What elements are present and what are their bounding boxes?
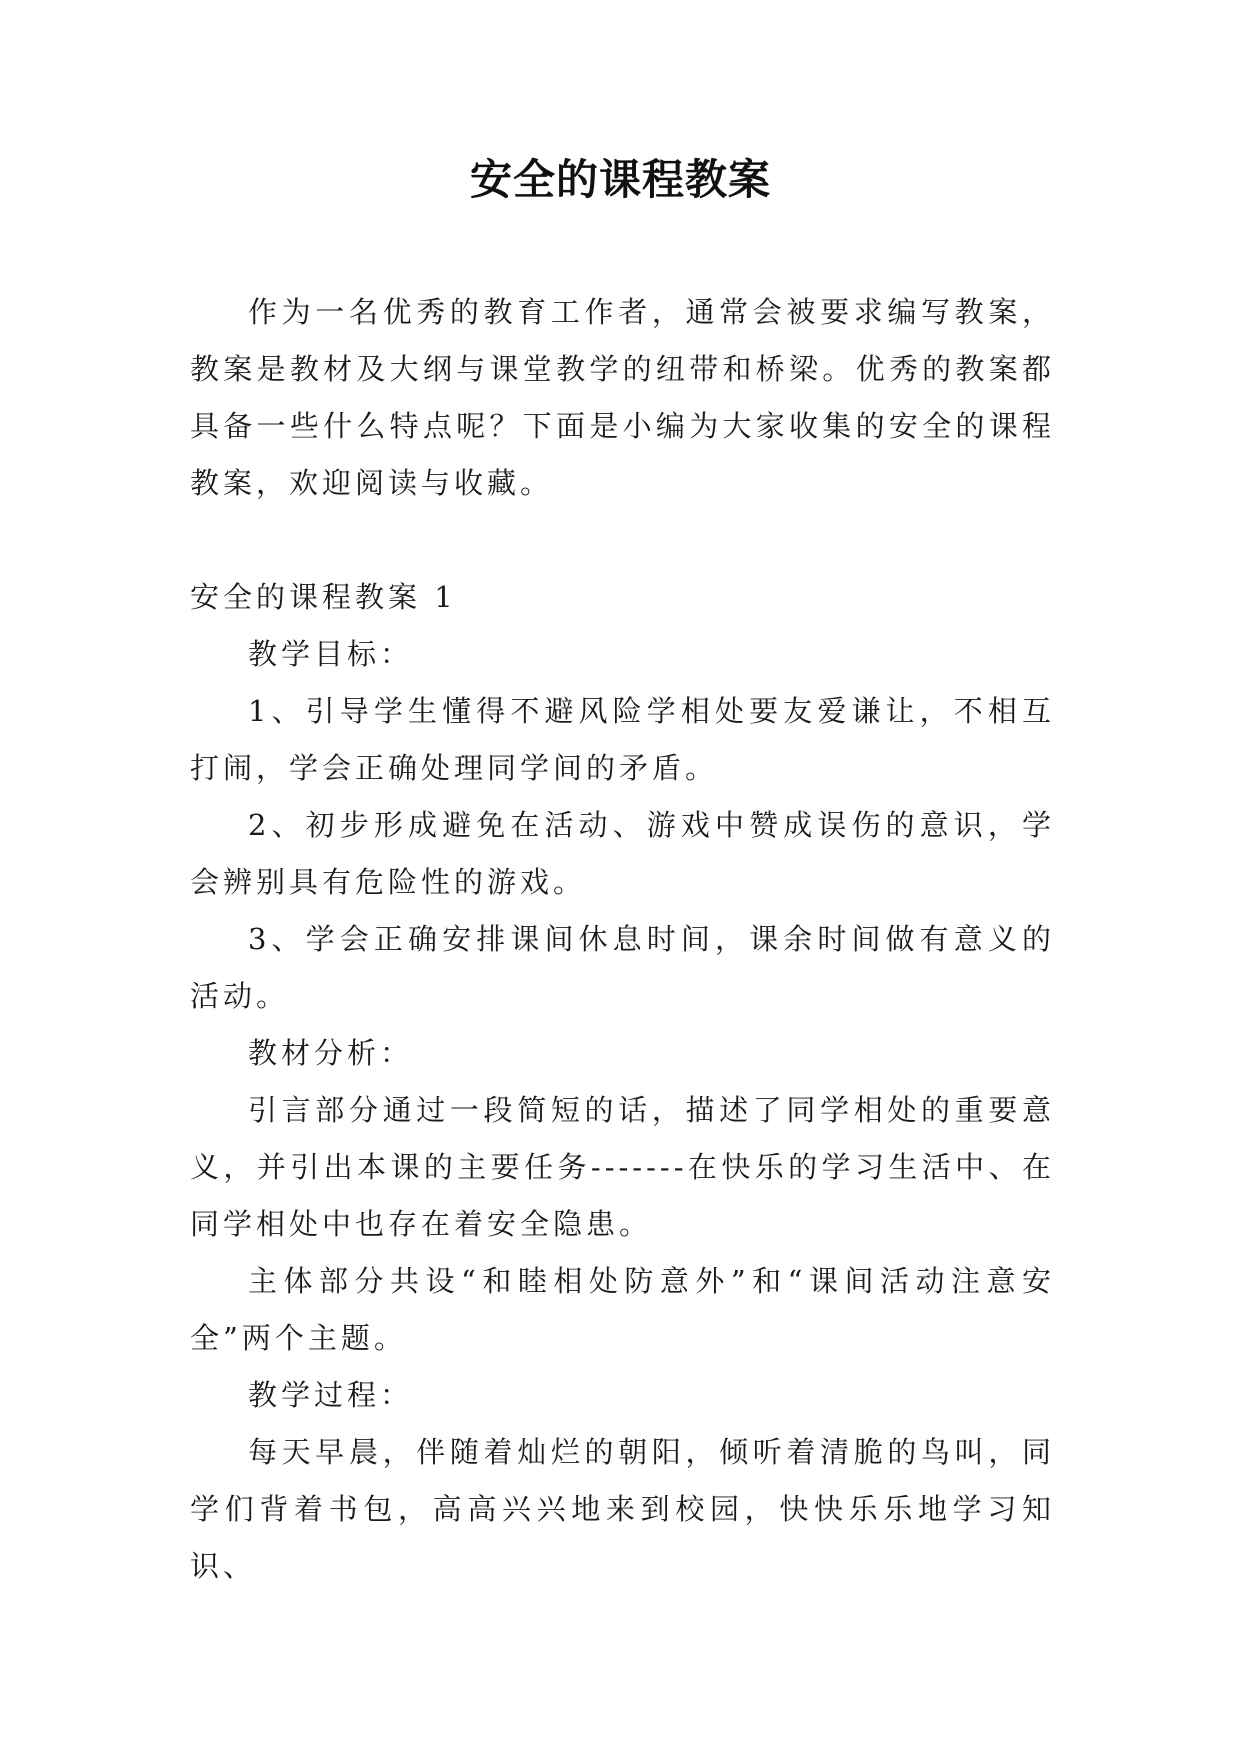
analysis-2-paragraph: 主体部分共设“和睦相处防意外”和“课间活动注意安全”两个主题。 — [190, 1264, 1055, 1355]
document-body — [190, 284, 1055, 1595]
process-1-paragraph: 每天早晨，伴随着灿烂的朝阳，倾听着清脆的鸟叫，同学们背着书包，高高兴兴地来到校园，快快乐乐地学习知识、 — [190, 1435, 1055, 1583]
intro-paragraph: 作为一名优秀的教育工作者，通常会被要求编写教案，教案是教材及大纲与课堂教学的纽带和桥梁。优秀的教案都具备一些什么特点呢？下面是小编为大家收集的安全的课程教案，欢迎阅读与收藏。 — [190, 295, 1055, 500]
objective-2-paragraph: 2、初步形成避免在活动、游戏中赞成误伤的意识，学会辨别具有危险性的游戏。 — [190, 808, 1055, 899]
document-title: 安全的课程教案 — [469, 155, 771, 204]
analysis-heading: 教材分析： — [248, 1036, 414, 1070]
process-heading: 教学过程： — [248, 1378, 414, 1412]
section-heading: 安全的课程教案 1 — [190, 580, 457, 614]
objectives-heading: 教学目标： — [248, 637, 414, 671]
objective-3-paragraph: 3、学会正确安排课间休息时间，课余时间做有意义的活动。 — [190, 922, 1055, 1013]
objective-1-paragraph: 1、引导学生懂得不避风险学相处要友爱谦让，不相互打闹，学会正确处理同学间的矛盾。 — [190, 694, 1055, 785]
analysis-1-paragraph: 引言部分通过一段简短的话，描述了同学相处的重要意义，并引出本课的主要任务-------在快乐的学习生活中、在同学相处中也存在着安全隐患。 — [190, 1093, 1055, 1241]
